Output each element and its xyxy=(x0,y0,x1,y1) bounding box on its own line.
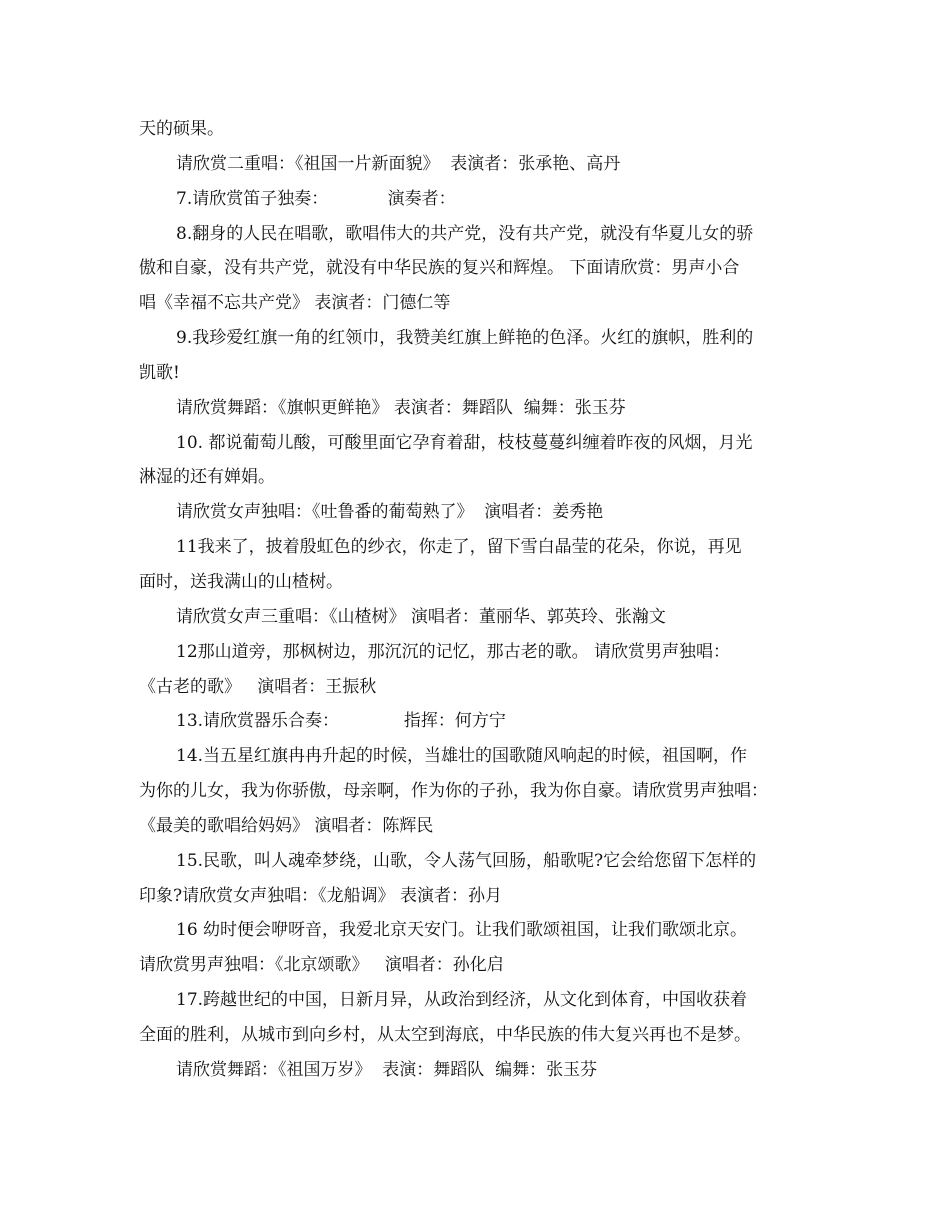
text-line: 12那山道旁，那枫树边，那沉沉的记忆，那古老的歌。 请欣赏男声独唱： xyxy=(176,641,731,662)
text-line: 17.跨越世纪的中国，日新月异，从政治到经济，从文化到体育，中国收获着 xyxy=(176,990,748,1011)
text-line: 15.民歌，叫人魂牵梦绕，山歌，令人荡气回肠，船歌呢?它会给您留下怎样的 xyxy=(176,850,757,871)
text-line: 印象?请欣赏女声独唱：《龙船调》 表演者：孙月 xyxy=(139,885,503,906)
text-line: 天的硕果。 xyxy=(139,119,224,139)
text-line: 9.我珍爱红旗一角的红领巾，我赞美红旗上鲜艳的色泽。火红的旗帜，胜利的 xyxy=(176,328,754,349)
text-line: 请欣赏舞蹈：《祖国万岁》 表演：舞蹈队 编舞：张玉芬 xyxy=(176,1059,598,1080)
text-line: 13.请欣赏器乐合奏： 指挥：何方宁 xyxy=(176,711,506,732)
text-line: 《古老的歌》 演唱者：王振秋 xyxy=(139,676,377,697)
document-body xyxy=(139,112,819,1088)
text-line: 请欣赏舞蹈：《旗帜更鲜艳》 表演者：舞蹈队 编舞：张玉芬 xyxy=(176,397,626,418)
text-line: 淋湿的还有婵娟。 xyxy=(139,467,275,488)
text-line: 请欣赏女声三重唱：《山楂树》 演唱者：董丽华、郭英玲、张瀚文 xyxy=(176,606,666,627)
text-line: 请欣赏二重唱：《祖国一片新面貌》 表演者：张承艳、高丹 xyxy=(176,153,621,174)
text-line: 7.请欣赏笛子独奏： 演奏者： xyxy=(176,188,456,209)
text-line: 傲和自豪，没有共产党，就没有中华民族的复兴和辉煌。 下面请欣赏：男声小合 xyxy=(139,258,740,279)
text-line: 请欣赏男声独唱：《北京颂歌》 演唱者：孙化启 xyxy=(139,955,504,976)
text-line: 10. 都说葡萄儿酸，可酸里面它孕育着甜，枝枝蔓蔓纠缠着昨夜的风烟，月光 xyxy=(176,432,753,453)
text-line: 凯歌! xyxy=(139,362,180,383)
text-line: 16 幼时便会咿呀音，我爱北京天安门。让我们歌颂祖国，让我们歌颂北京。 xyxy=(176,920,748,941)
text-line: 11我来了，披着殷虹色的纱衣，你走了，留下雪白晶莹的花朵，你说，再见 xyxy=(176,537,742,558)
text-line: 请欣赏女声独唱：《吐鲁番的葡萄熟了》 演唱者：姜秀艳 xyxy=(176,502,604,523)
text-line: 8.翻身的人民在唱歌，歌唱伟大的共产党，没有共产党，就没有华夏儿女的骄 xyxy=(176,223,754,244)
text-line: 面时，送我满山的山楂树。 xyxy=(139,571,343,592)
text-line: 全面的胜利，从城市到向乡村，从太空到海底，中华民族的伟大复兴再也不是梦。 xyxy=(139,1024,751,1045)
text-line: 14.当五星红旗冉冉升起的时候，当雄壮的国歌随风响起的时候，祖国啊，作 xyxy=(176,746,748,767)
text-line: 《最美的歌唱给妈妈》 演唱者：陈辉民 xyxy=(139,815,434,836)
text-line: 为你的儿女，我为你骄傲，母亲啊，作为你的子孙，我为你自豪。请欣赏男声独唱： xyxy=(139,781,768,802)
text-line: 唱《幸福不忘共产党》 表演者：门德仁等 xyxy=(139,293,451,314)
